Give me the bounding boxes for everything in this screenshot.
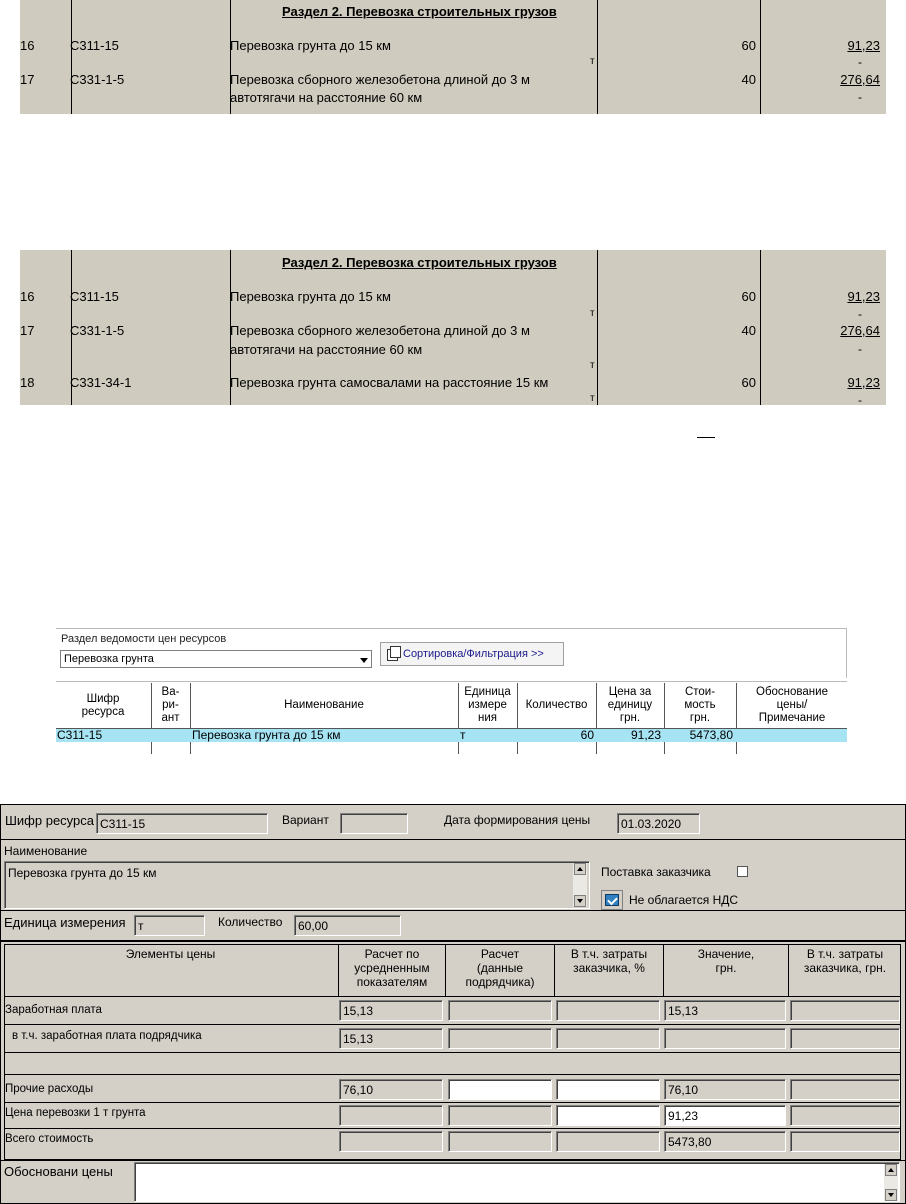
unit-price-contractor-field[interactable] xyxy=(448,1105,552,1126)
row-number: 17 xyxy=(20,323,35,338)
row-label-unit-price: Цена перевозки 1 т грунта xyxy=(5,1107,146,1119)
scroll-up-button[interactable] xyxy=(885,1164,897,1176)
row-label-other: Прочие расходы xyxy=(5,1083,94,1095)
other-avg-field[interactable]: 76,10 xyxy=(339,1079,443,1100)
divider xyxy=(0,839,906,840)
contractor-wages-value-field[interactable] xyxy=(664,1028,786,1049)
row-label-contractor-wages: в т.ч. заработная плата подрядчика xyxy=(12,1030,202,1042)
total-contractor-field[interactable] xyxy=(448,1131,552,1152)
header-top-line xyxy=(56,681,847,682)
cell-name: Перевозка грунта до 15 км xyxy=(192,728,341,742)
row-qty: 60 xyxy=(741,375,756,390)
row-dash: - xyxy=(858,55,862,69)
row-code: С311-15 xyxy=(70,38,119,53)
row-number: 16 xyxy=(20,38,35,53)
row-dash: - xyxy=(858,90,862,104)
row-dash: - xyxy=(858,342,862,356)
col-header-elements: Элементы цены xyxy=(125,947,216,961)
row-name: Перевозка сборного железобетона длиной до 3 м xyxy=(230,323,530,338)
grid-line xyxy=(4,996,901,997)
name-label: Наименование xyxy=(4,844,88,858)
code-field[interactable]: С311-15 xyxy=(96,813,268,834)
col-header-unit[interactable]: Единица измере ния xyxy=(464,686,511,724)
col-header-value: Значение, грн. xyxy=(697,947,755,975)
divider xyxy=(0,940,906,942)
no-vat-toggle[interactable] xyxy=(601,890,623,910)
row-name-line2: автотягачи на расстояние 60 км xyxy=(230,90,423,105)
panel-top-border xyxy=(56,628,847,629)
scroll-down-icon xyxy=(888,1193,894,1197)
row-label-total: Всего стоимость xyxy=(5,1133,94,1145)
unit-price-customer-pct-field[interactable] xyxy=(556,1105,660,1126)
variant-field[interactable] xyxy=(340,813,408,834)
row-unit: т xyxy=(590,393,595,404)
scroll-down-button[interactable] xyxy=(885,1189,897,1201)
grid-line xyxy=(445,944,446,996)
justification-label: Обосновани цены xyxy=(4,1164,113,1179)
scroll-up-icon xyxy=(888,1168,894,1172)
col-header-cost[interactable]: Стои- мость грн. xyxy=(684,686,716,724)
row-name-line2: автотягачи на расстояние 60 км xyxy=(230,342,423,357)
grid-line xyxy=(554,944,555,996)
qty-field[interactable]: 60,00 xyxy=(294,915,401,936)
cell-cost: 5473,80 xyxy=(689,728,733,742)
row-code: С331-1-5 xyxy=(70,323,125,338)
variant-label: Вариант xyxy=(282,813,329,827)
row-name: Перевозка грунта до 15 км xyxy=(230,38,391,53)
grid-line xyxy=(4,1074,901,1075)
panel-right-border xyxy=(846,628,847,678)
col-header-customer-uah: В т.ч. затраты заказчика, грн. xyxy=(803,947,887,975)
other-customer-pct-field[interactable] xyxy=(556,1079,660,1100)
grid-line xyxy=(338,944,339,996)
row-price: 276,64 xyxy=(840,72,880,87)
col-header-price[interactable]: Цена за единицу грн. xyxy=(607,686,653,724)
total-customer-pct-field[interactable] xyxy=(556,1131,660,1152)
wages-value-field[interactable]: 15,13 xyxy=(664,1000,786,1021)
other-customer-uah-field[interactable] xyxy=(790,1079,900,1100)
row-qty: 40 xyxy=(741,72,756,87)
row-number: 17 xyxy=(20,72,35,87)
row-code: С331-34-1 xyxy=(70,375,132,390)
section-combo-label: Раздел ведомости цен ресурсов xyxy=(61,633,227,645)
total-avg-field[interactable] xyxy=(339,1131,443,1152)
estimate-section-1 xyxy=(20,0,886,114)
row-unit: т xyxy=(590,56,595,67)
cell-price: 91,23 xyxy=(630,728,661,742)
row-unit: т xyxy=(590,308,595,319)
row-price: 91,23 xyxy=(847,289,880,304)
other-value-field[interactable]: 76,10 xyxy=(664,1079,786,1100)
cell-code: С311-15 xyxy=(57,728,103,742)
row-name: Перевозка грунта до 15 км xyxy=(230,289,391,304)
stray-mark xyxy=(697,437,715,438)
row-qty: 40 xyxy=(741,323,756,338)
scroll-down-icon xyxy=(577,899,583,903)
contractor-wages-avg-field[interactable]: 15,13 xyxy=(339,1028,443,1049)
contractor-wages-contractor-field[interactable] xyxy=(448,1028,552,1049)
customer-supply-label: Поставка заказчика xyxy=(601,865,711,879)
grid-line xyxy=(4,1052,901,1053)
name-field[interactable]: Перевозка грунта до 15 км xyxy=(4,861,590,909)
col-header-note[interactable]: Обоснование цены/ Примечание xyxy=(756,686,828,724)
row-code: С311-15 xyxy=(70,289,119,304)
wages-avg-field[interactable]: 15,13 xyxy=(339,1000,443,1021)
section-combo-value: Перевозка грунта xyxy=(64,653,154,665)
row-code: С331-1-5 xyxy=(70,72,125,87)
wages-customer-uah-field[interactable] xyxy=(790,1000,900,1021)
grid-line xyxy=(4,1102,901,1103)
checkmark-icon xyxy=(605,894,619,906)
grid-line xyxy=(4,1128,901,1129)
row-number: 18 xyxy=(20,375,35,390)
cell-unit: т xyxy=(460,728,466,742)
section-combo[interactable] xyxy=(60,650,372,668)
col-header-name[interactable]: Наименование xyxy=(284,699,364,711)
grid-line xyxy=(788,944,789,996)
row-dash: - xyxy=(858,393,862,405)
row-unit: т xyxy=(590,360,595,371)
justification-scrollbar[interactable] xyxy=(884,1164,898,1201)
col-header-customer-pct: В т.ч. затраты заказчика, % xyxy=(570,947,648,975)
cell-qty: 60 xyxy=(580,728,594,742)
row-name: Перевозка сборного железобетона длиной до 3 м xyxy=(230,72,530,87)
section-title: Раздел 2. Перевозка строительных грузов xyxy=(282,255,557,270)
col-header-variant[interactable]: Ва- ри- ант xyxy=(161,686,180,724)
other-contractor-field[interactable] xyxy=(448,1079,552,1100)
row-price: 276,64 xyxy=(840,323,880,338)
date-label: Дата формирования цены xyxy=(444,813,591,827)
chevron-down-icon[interactable] xyxy=(360,658,368,663)
name-scrollbar[interactable] xyxy=(573,863,587,907)
scroll-down-button[interactable] xyxy=(574,895,586,907)
grid-line xyxy=(663,944,664,996)
estimate-section-2 xyxy=(20,250,886,405)
scroll-up-button[interactable] xyxy=(574,863,586,875)
unit-price-customer-uah-field[interactable] xyxy=(790,1105,900,1126)
col-header-code[interactable]: Шифр ресурса xyxy=(81,692,125,718)
col-header-avg: Расчет по усредненным показателям xyxy=(354,947,430,989)
unit-field[interactable]: т xyxy=(134,915,205,936)
unit-price-avg-field[interactable] xyxy=(339,1105,443,1126)
resource-list-panel xyxy=(56,628,847,754)
check-mark xyxy=(607,895,618,906)
row-price: 91,23 xyxy=(847,38,880,53)
sort-filter-label: Сортировка/Фильтрация >> xyxy=(403,648,544,660)
wages-contractor-field[interactable] xyxy=(448,1000,552,1021)
row-name: Перевозка грунта самосвалами на расстояние 15 км xyxy=(230,375,549,390)
total-customer-uah-field[interactable] xyxy=(790,1131,900,1152)
col-header-contractor: Расчет (данные подрядчика) xyxy=(465,947,535,989)
total-value-field[interactable]: 5473,80 xyxy=(664,1131,786,1152)
date-field[interactable]: 01.03.2020 xyxy=(617,813,700,834)
grid-line xyxy=(4,1024,901,1025)
no-vat-label: Не облагается НДС xyxy=(629,893,739,907)
row-qty: 60 xyxy=(741,38,756,53)
row-number: 16 xyxy=(20,289,35,304)
contractor-wages-customer-uah-field[interactable] xyxy=(790,1028,900,1049)
resource-price-form xyxy=(0,804,906,1204)
col-header-qty[interactable]: Количество xyxy=(525,699,588,711)
row-price: 91,23 xyxy=(847,375,880,390)
qty-label: Количество xyxy=(218,915,283,929)
row-label-wages: Заработная плата xyxy=(5,1004,102,1016)
section-title: Раздел 2. Перевозка строительных грузов xyxy=(282,4,557,19)
divider xyxy=(0,1160,906,1161)
wages-customer-pct-field[interactable] xyxy=(556,1000,660,1021)
row-dash: - xyxy=(858,307,862,321)
copy-icon-back xyxy=(390,646,401,658)
code-label: Шифр ресурса xyxy=(5,813,94,828)
divider xyxy=(0,910,906,911)
scroll-up-icon xyxy=(577,867,583,871)
customer-supply-checkbox[interactable] xyxy=(737,866,748,877)
sort-filter-button[interactable] xyxy=(380,642,564,666)
unit-price-value-field[interactable]: 91,23 xyxy=(664,1105,786,1126)
unit-label: Единица измерения xyxy=(4,915,126,930)
justification-field[interactable] xyxy=(134,1162,900,1202)
contractor-wages-customer-pct-field[interactable] xyxy=(556,1028,660,1049)
row-qty: 60 xyxy=(741,289,756,304)
